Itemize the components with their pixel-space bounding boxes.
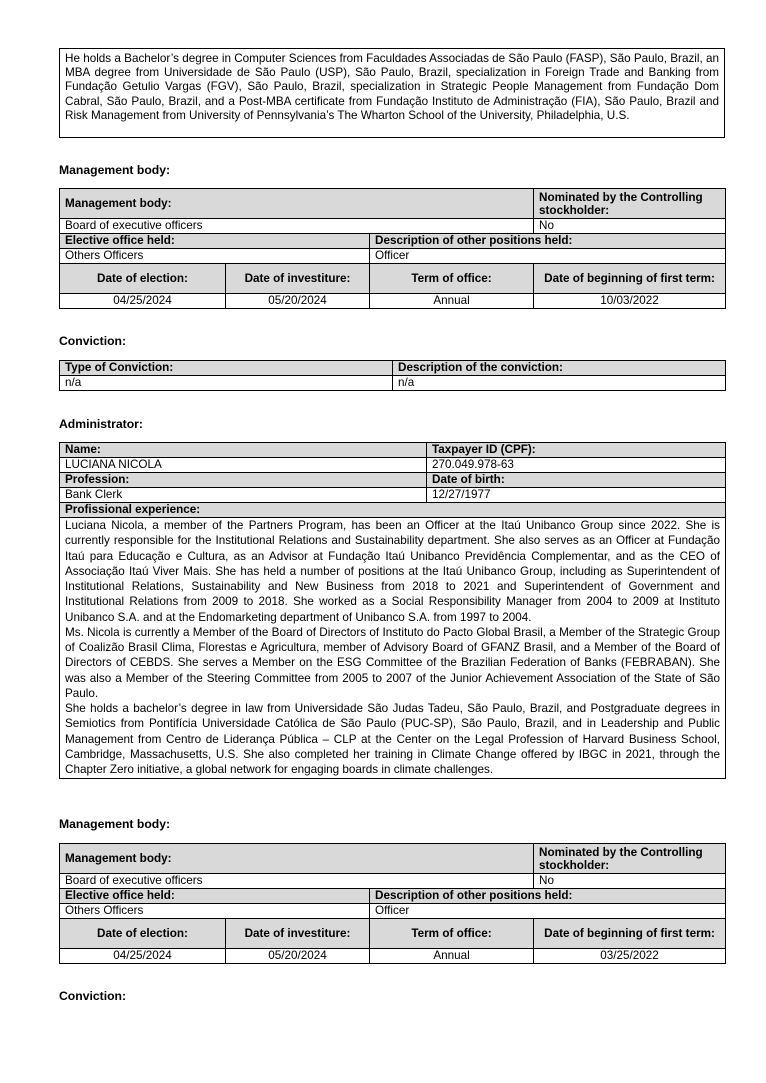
- conviction-table-1: [59, 360, 726, 391]
- elective-office-value: Others Officers: [60, 904, 370, 919]
- management-body-heading-2: Management body:: [59, 817, 171, 831]
- table-row: [60, 518, 726, 779]
- date-birth-value: 12/27/1977: [427, 488, 726, 503]
- other-positions-label: Description of other positions held:: [370, 234, 726, 249]
- other-positions-value: Officer: [370, 249, 726, 264]
- taxpayer-value: 270.049.978-63: [427, 458, 726, 473]
- term-office-value: Annual: [370, 294, 534, 309]
- table-row: [60, 264, 726, 294]
- table-row: [60, 376, 726, 391]
- other-positions-label: Description of other positions held:: [370, 889, 726, 904]
- first-term-label: Date of beginning of first term:: [534, 919, 726, 949]
- term-office-label: Term of office:: [370, 919, 534, 949]
- first-term-value: 03/25/2022: [534, 949, 726, 964]
- date-election-value: 04/25/2024: [60, 949, 226, 964]
- taxpayer-label: Taxpayer ID (CPF):: [427, 443, 726, 458]
- nominated-value: No: [534, 219, 726, 234]
- table-row: [60, 919, 726, 949]
- desc-conviction-value: n/a: [393, 376, 726, 391]
- table-row: [60, 249, 726, 264]
- elective-office-label: Elective office held:: [60, 889, 370, 904]
- date-birth-label: Date of birth:: [427, 473, 726, 488]
- profession-value: Bank Clerk: [60, 488, 427, 503]
- conviction-heading-2: Conviction:: [59, 989, 127, 1003]
- term-office-value: Annual: [370, 949, 534, 964]
- table-row: [60, 949, 726, 964]
- elective-office-label: Elective office held:: [60, 234, 370, 249]
- date-investiture-value: 05/20/2024: [226, 949, 370, 964]
- first-term-label: Date of beginning of first term:: [534, 264, 726, 294]
- experience-text: [60, 518, 726, 779]
- other-positions-value: Officer: [370, 904, 726, 919]
- table-row: [60, 361, 726, 376]
- management-body-label: Management body:: [60, 844, 534, 874]
- date-investiture-label: Date of investiture:: [226, 919, 370, 949]
- date-investiture-value: 05/20/2024: [226, 294, 370, 309]
- date-investiture-label: Date of investiture:: [226, 264, 370, 294]
- intro-biography: He holds a Bachelor’s degree in Computer Sciences from Faculdades Associadas de São Paulo (FASP), São Paulo, Brazil, an MBA degree from Universidade de São Paulo (USP), São Paulo, Brazil, specialization in Foreign Trade and Banking from Fundação Getulio Vargas (FGV), São Paulo, Brazil, specialization in Strategic People Management from Fundação Dom Cabral, São Paulo, Brazil, and a Post-MBA certificate from Fundação Instituto de Administração (FIA), São Paulo, Brazil and Risk Management from University of Pennsylvania’s The Wharton School of the University, Philadelphia, U.S.: [59, 48, 725, 138]
- management-body-value: Board of executive officers: [60, 219, 534, 234]
- nominated-label: Nominated by the Controlling stockholder:: [534, 189, 726, 219]
- nominated-label: Nominated by the Controlling stockholder:: [534, 844, 726, 874]
- table-row: [60, 488, 726, 503]
- type-conviction-label: Type of Conviction:: [60, 361, 393, 376]
- profession-label: Profession:: [60, 473, 427, 488]
- elective-office-value: Others Officers: [60, 249, 370, 264]
- experience-label: Profissional experience:: [60, 503, 726, 518]
- table-row: [60, 874, 726, 889]
- conviction-heading-1: Conviction:: [59, 334, 127, 348]
- table-row: [60, 458, 726, 473]
- date-election-label: Date of election:: [60, 919, 226, 949]
- table-row: [60, 889, 726, 904]
- table-row: [60, 219, 726, 234]
- experience-paragraph: Luciana Nicola, a member of the Partners Program, has been an Officer at the Itaú Unibanco Group since 2022. She is currently responsible for the Institutional Relations and Sustainability department. She also serves as an Officer at Fundação Itaú para Educação e Cultura, as an Advisor at Fundação Itaú Unibanco Previdência Complementar, and as the CEO of Associação Itaú Viver Mais. She has held a number of positions at the Itaú Unibanco Group, including as Superintendent of Institutional Relations, Sustainability and New Business from 2018 to 2021 and Superintendent of Government and Institutional Relations from 2009 to 2018. She worked as a Social Responsibility Manager from 2004 to 2009 at Instituto Unibanco S.A. and at the Endomarketing department of Unibanco S.A. from 1997 to 2004.: [65, 519, 720, 624]
- management-body-label: Management body:: [60, 189, 534, 219]
- name-value: LUCIANA NICOLA: [60, 458, 427, 473]
- experience-paragraph: Ms. Nicola is currently a Member of the Board of Directors of Instituto do Pacto Global Brasil, a Member of the Strategic Group of Coalizão Brasil Clima, Florestas e Agricultura, member of Advisory Board of GFANZ Brasil, and a Member of the Board of Directors of CEBDS. She serves a Member on the ESG Committee of the Brazilian Federation of Banks (FEBRABAN). She was also a Member of the Steering Committee from 2005 to 2007 of the Junior Achievement Association of the State of São Paulo.: [65, 625, 720, 700]
- administrator-heading: Administrator:: [59, 417, 143, 431]
- date-election-label: Date of election:: [60, 264, 226, 294]
- table-row: [60, 904, 726, 919]
- type-conviction-value: n/a: [60, 376, 393, 391]
- table-row: [60, 443, 726, 458]
- desc-conviction-label: Description of the conviction:: [393, 361, 726, 376]
- management-body-table-1: [59, 188, 726, 309]
- management-body-heading-1: Management body:: [59, 163, 171, 177]
- term-office-label: Term of office:: [370, 264, 534, 294]
- first-term-value: 10/03/2022: [534, 294, 726, 309]
- experience-paragraph: She holds a bachelor’s degree in law from Universidade São Judas Tadeu, São Paulo, Brazil, and Postgraduate degrees in Semiotics from Pontifícia Universidade Católica de São Paulo (PUC-SP), São Paulo, Brazil, and in Leadership and Public Management from Centro de Liderança Pública – CLP at the Center on the Legal Profession of Harvard Business School, Cambridge, Massachusetts, U.S. She also completed her training in Climate Change offered by IBGC in 2021, through the Chapter Zero initiative, a global network for engaging boards in climate challenges.: [65, 702, 720, 776]
- management-body-value: Board of executive officers: [60, 874, 534, 889]
- nominated-value: No: [534, 874, 726, 889]
- table-row: [60, 844, 726, 874]
- management-body-table-2: [59, 843, 726, 964]
- table-row: [60, 234, 726, 249]
- name-label: Name:: [60, 443, 427, 458]
- date-election-value: 04/25/2024: [60, 294, 226, 309]
- table-row: [60, 189, 726, 219]
- administrator-table: [59, 442, 726, 779]
- table-row: [60, 294, 726, 309]
- table-row: [60, 503, 726, 518]
- table-row: [60, 473, 726, 488]
